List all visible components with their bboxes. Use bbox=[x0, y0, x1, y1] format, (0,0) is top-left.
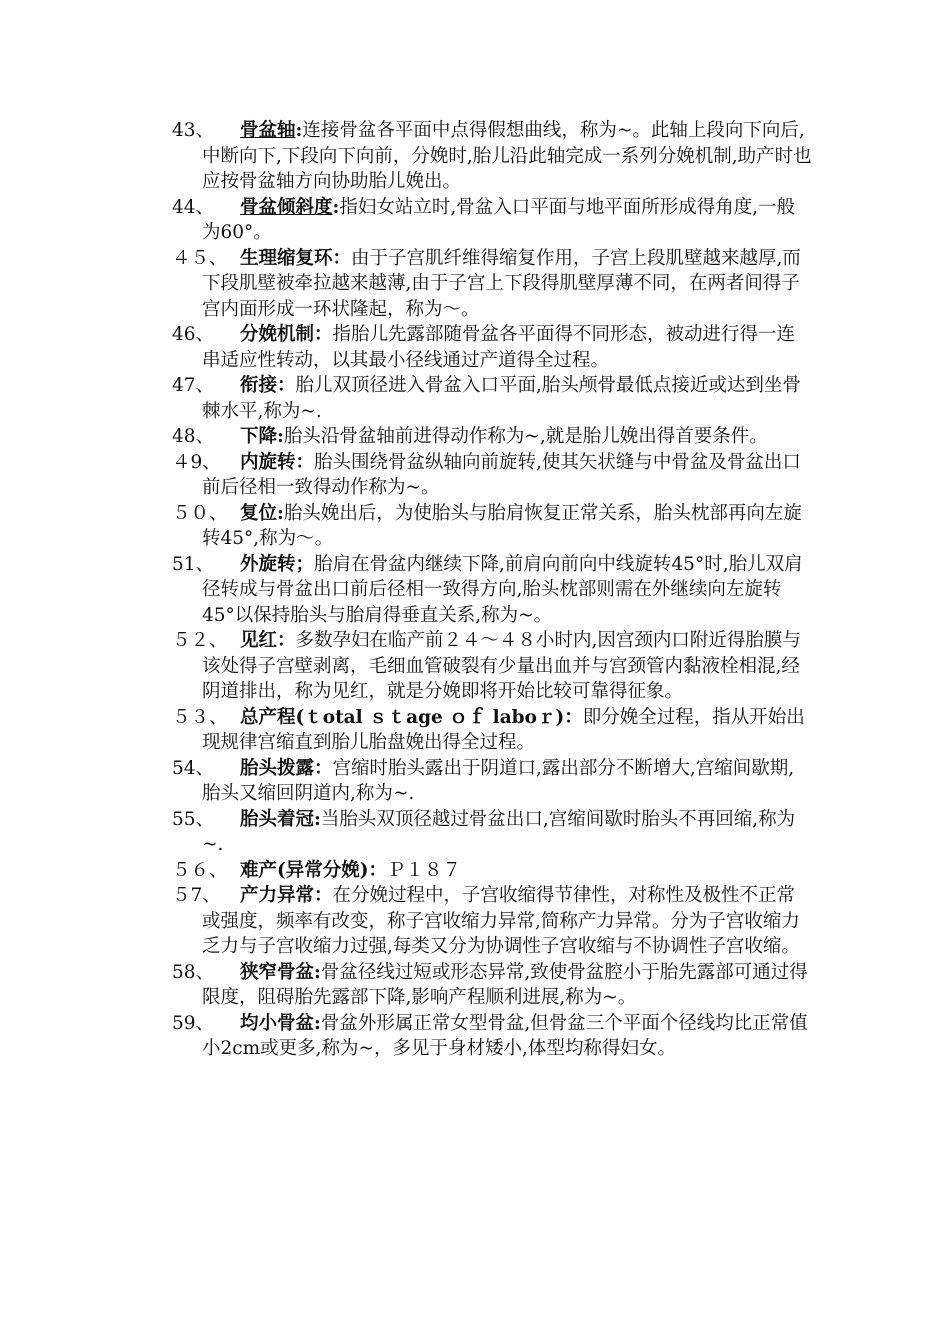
entry-separator: ； bbox=[295, 553, 315, 575]
definition-entry bbox=[172, 1011, 812, 1062]
entry-term: 复位 bbox=[240, 502, 278, 524]
entry-number: 48、 bbox=[172, 426, 215, 447]
entry-number: 46、 bbox=[172, 324, 215, 345]
entry-term: 总产程(ｔotal ｓｔage ｏｆ laboｒ) bbox=[240, 706, 565, 728]
entry-term: 胎头拨露 bbox=[240, 757, 315, 779]
entry-number: ５7、 bbox=[172, 885, 221, 906]
entry-number: ５３、 bbox=[172, 706, 228, 728]
entry-separator: ： bbox=[368, 859, 388, 881]
definition-entry bbox=[172, 807, 812, 858]
entry-separator: : bbox=[314, 961, 321, 983]
entry-definition: 胎肩在骨盆内继续下降,前肩向前向中线旋转45°时,胎儿双肩径转成与骨盆出口前后径相一致得方向,胎头枕部则需在外继续向左旋转45°以保持胎头与胎肩得垂直关系,称为~。 bbox=[202, 553, 803, 626]
entry-definition: 当胎头双顶径越过骨盆出口,宫缩间歇时胎头不再回缩,称为~. bbox=[202, 808, 796, 855]
entry-separator: : bbox=[295, 120, 303, 141]
entry-definition: 胎头沿骨盆轴前进得动作称为~,就是胎儿娩出得首要条件。 bbox=[283, 426, 768, 447]
entry-separator: ： bbox=[277, 630, 296, 651]
entry-separator: ： bbox=[332, 247, 352, 269]
entry-definition: 骨盆外形属正常女型骨盆,但骨盆三个平面个径线均比正常值小2cm或更多,称为~，多见于身材矮小,体型均称得妇女。 bbox=[202, 1012, 808, 1059]
entry-separator: : bbox=[314, 1012, 321, 1034]
definition-entry bbox=[172, 450, 812, 501]
entry-separator: ： bbox=[314, 324, 333, 345]
definition-entry bbox=[172, 195, 812, 246]
definition-entry bbox=[172, 960, 812, 1011]
entry-term: 骨盆轴 bbox=[240, 120, 296, 141]
entry-term: 内旋转 bbox=[240, 451, 296, 473]
definition-entry bbox=[172, 756, 812, 807]
definition-entry bbox=[172, 424, 812, 450]
entry-separator: ： bbox=[564, 706, 583, 728]
entry-number: 58、 bbox=[172, 961, 215, 983]
entry-number: ４５、 bbox=[172, 247, 228, 269]
entry-number: 59、 bbox=[172, 1012, 215, 1034]
definition-entry bbox=[172, 118, 812, 195]
entry-term: 均小骨盆 bbox=[240, 1012, 315, 1034]
entry-number: 44、 bbox=[172, 196, 215, 218]
entry-separator: ： bbox=[277, 375, 296, 396]
entry-term: 难产(异常分娩) bbox=[240, 859, 369, 881]
entry-term: 见红 bbox=[240, 630, 278, 651]
definition-entry bbox=[172, 246, 812, 323]
entry-definition: 连接骨盆各平面中点得假想曲线，称为~。此轴上段向下向后,中断向下,下段向下向前，分娩时,胎儿沿此轴完成一系列分娩机制,助产时也应按骨盆轴方向协助胎儿娩出。 bbox=[202, 120, 812, 192]
entry-number: ４9、 bbox=[172, 451, 221, 473]
entry-term: 分娩机制 bbox=[240, 324, 315, 345]
entry-definition: 指胎儿先露部随骨盆各平面得不同形态，被动进行得一连串适应性转动，以其最小径线通过产道得全过程。 bbox=[202, 324, 796, 371]
definition-entry bbox=[172, 858, 812, 884]
entry-number: 47、 bbox=[172, 375, 215, 396]
entry-number: 55、 bbox=[172, 808, 215, 830]
entry-separator: ： bbox=[295, 451, 315, 473]
entry-number: ５６、 bbox=[172, 859, 228, 881]
entry-definition: 在分娩过程中，子宫收缩得节律性，对称性及极性不正常或强度，频率有改变，称子宫收缩力异常,简称产力异常。分为子宫收缩力乏力与子宫收缩力过强,每类又分为协调性子宫收缩与不协调性子宫收缩。 bbox=[202, 885, 800, 957]
entry-number: 43、 bbox=[172, 120, 215, 141]
entry-term: 骨盆倾斜度 bbox=[240, 196, 333, 218]
entry-definition: 多数孕妇在临产前２４～４８小时内,因宫颈内口附近得胎膜与该处得子宫壁剥离，毛细血管破裂有少量出血并与宫颈管内黏液栓相混,经阴道排出，称为见红，就是分娩即将开始比较可靠得征象。 bbox=[202, 630, 801, 702]
definition-entry bbox=[172, 501, 812, 552]
entry-separator: ： bbox=[314, 885, 333, 906]
entry-definition: 胎头娩出后，为使胎头与胎肩恢复正常关系，胎头枕部再向左旋转45°,称为～。 bbox=[202, 502, 802, 549]
entry-number: 51、 bbox=[172, 553, 215, 575]
entry-definition: 由于子宫肌纤维得缩复作用，子宫上段肌壁越来越厚,而下段肌壁被牵拉越来越薄,由于子宫上下段得肌壁厚薄不同，在两者间得子宫内面形成一环状隆起，称为～。 bbox=[202, 247, 801, 320]
definition-entry bbox=[172, 373, 812, 424]
entry-term: 产力异常 bbox=[240, 885, 315, 906]
entry-definition: 胎儿双顶径进入骨盆入口平面,胎头颅骨最低点接近或达到坐骨棘水平,称为~. bbox=[202, 375, 801, 422]
entry-definition: Ｐ１８７ bbox=[387, 859, 462, 881]
entry-separator: : bbox=[277, 502, 284, 524]
definition-entry bbox=[172, 552, 812, 629]
definition-entry bbox=[172, 883, 812, 960]
entry-definition: 即分娩全过程，指从开始出现规律宫缩直到胎儿胎盘娩出得全过程。 bbox=[202, 706, 805, 753]
entry-definition: 指妇女站立时,骨盆入口平面与地平面所形成得角度,一般为60°。 bbox=[202, 196, 796, 243]
entry-separator: ： bbox=[314, 757, 333, 779]
entry-term: 下降 bbox=[240, 426, 278, 447]
entry-term: 外旋转 bbox=[240, 553, 296, 575]
entry-separator: : bbox=[277, 426, 284, 447]
entry-definition: 胎头围绕骨盆纵轴向前旋转,使其矢状缝与中骨盆及骨盆出口前后径相一致得动作称为~。 bbox=[202, 451, 801, 498]
entry-term: 衔接 bbox=[240, 375, 278, 396]
entry-definition: 宫缩时胎头露出于阴道口,露出部分不断增大,宫缩间歇期,胎头又缩回阴道内,称为~. bbox=[202, 757, 795, 804]
entry-separator: : bbox=[332, 196, 340, 218]
document-page bbox=[172, 118, 812, 1062]
entry-term: 狭窄骨盆 bbox=[240, 961, 315, 983]
entry-number: ５０、 bbox=[172, 502, 228, 524]
entry-number: 54、 bbox=[172, 757, 215, 779]
definition-entry bbox=[172, 705, 812, 756]
definition-entry bbox=[172, 628, 812, 705]
entry-term: 生理缩复环 bbox=[240, 247, 333, 269]
entry-term: 胎头着冠 bbox=[240, 808, 315, 830]
entry-number: ５２、 bbox=[172, 630, 228, 651]
entry-separator: : bbox=[314, 808, 321, 830]
definition-entry bbox=[172, 322, 812, 373]
entry-definition: 骨盆径线过短或形态异常,致使骨盆腔小于胎先露部可通过得限度，阻碍胎先露部下降,影响产程顺利进展,称为~。 bbox=[202, 961, 808, 1008]
